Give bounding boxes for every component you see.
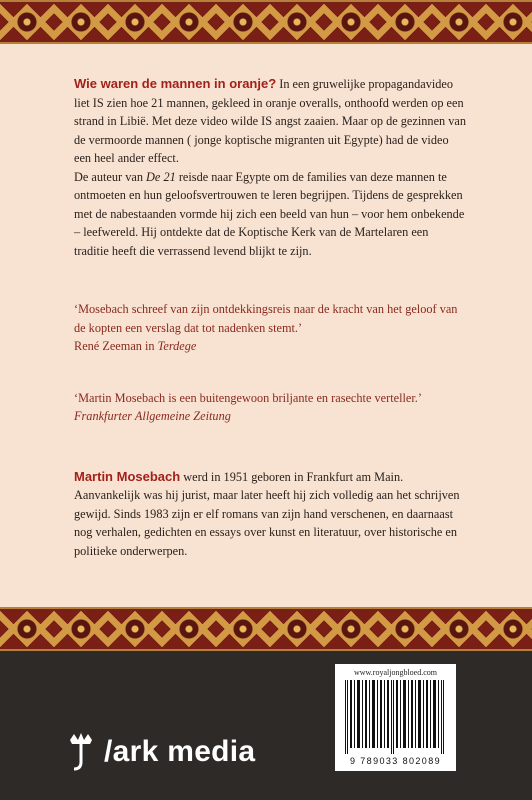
review-quote xyxy=(74,300,466,356)
review-quote xyxy=(74,389,466,426)
publisher-url: www.royaljongbloed.com xyxy=(353,668,438,677)
back-cover-text xyxy=(74,75,466,560)
review-quotes xyxy=(74,300,466,426)
quote-source-name: René Zeeman in xyxy=(74,339,158,353)
ornamental-border-top xyxy=(0,0,532,44)
publisher-name: /ark media xyxy=(104,735,256,768)
intro-paragraph xyxy=(74,75,466,168)
ornamental-border-bottom xyxy=(0,607,532,651)
isbn-barcode xyxy=(343,680,448,754)
quote-source xyxy=(74,337,466,356)
quote-text: ‘Martin Mosebach is een buitengewoon briljante en rasechte verteller.’ xyxy=(74,390,422,405)
book-title: De 21 xyxy=(146,169,176,184)
quote-source-publication: Frankfurter Allgemeine Zeitung xyxy=(74,409,231,423)
intro-paragraph-2 xyxy=(74,168,466,261)
quote-source-publication: Terdege xyxy=(157,339,197,353)
author-bio xyxy=(74,468,466,561)
crown-icon xyxy=(66,732,96,772)
author-name: Martin Mosebach xyxy=(74,468,181,484)
barcode-panel xyxy=(335,664,456,771)
intro-heading: Wie waren de mannen in oranje? xyxy=(74,76,277,91)
publisher-logo xyxy=(66,732,255,772)
quote-source xyxy=(74,407,466,426)
intro-p2-start: De auteur van xyxy=(74,169,147,184)
intro-text: In een gruwelijke propagandavideo liet IS zien hoe 21 mannen, gekleed in oranje overalls, onthoofd werden op een strand in Libië. Met deze video wilde IS angst zaaien. Maar op de gezinnen van de vermoorde mannen ( jonge koptische migranten uit Egypte) had de video een heel ander effect. xyxy=(74,77,466,165)
quote-text: ‘Mosebach schreef van zijn ontdekkingsreis naar de kracht van het geloof van de kopten een verslag dat tot nadenken stemt.’ xyxy=(74,302,458,335)
intro-p2-text: reisde naar Egypte om de families van deze mannen te ontmoeten en hun geloofsvertrouwen te leren begrijpen. Tijdens de gesprekken met de nabestaanden vormde hij zich een beeld van hun – voor hem onbekende – leefwereld. Hij ontdekte dat de Koptische Kerk van de Martelaren een traditie heeft die verrassend levend blijkt te zijn. xyxy=(74,169,465,258)
author-bio-text: werd in 1951 geboren in Frankfurt am Main. Aanvankelijk was hij jurist, maar later heeft hij zich volledig aan het schrijven gewijd. Sinds 1983 zijn er elf romans van zijn hand verschenen, en daarnaast nog verhalen, gedichten en essays over kunst en literatuur, over historische en politieke onderwerpen. xyxy=(74,469,460,558)
isbn-number: 9 789033 802089 xyxy=(349,756,442,766)
